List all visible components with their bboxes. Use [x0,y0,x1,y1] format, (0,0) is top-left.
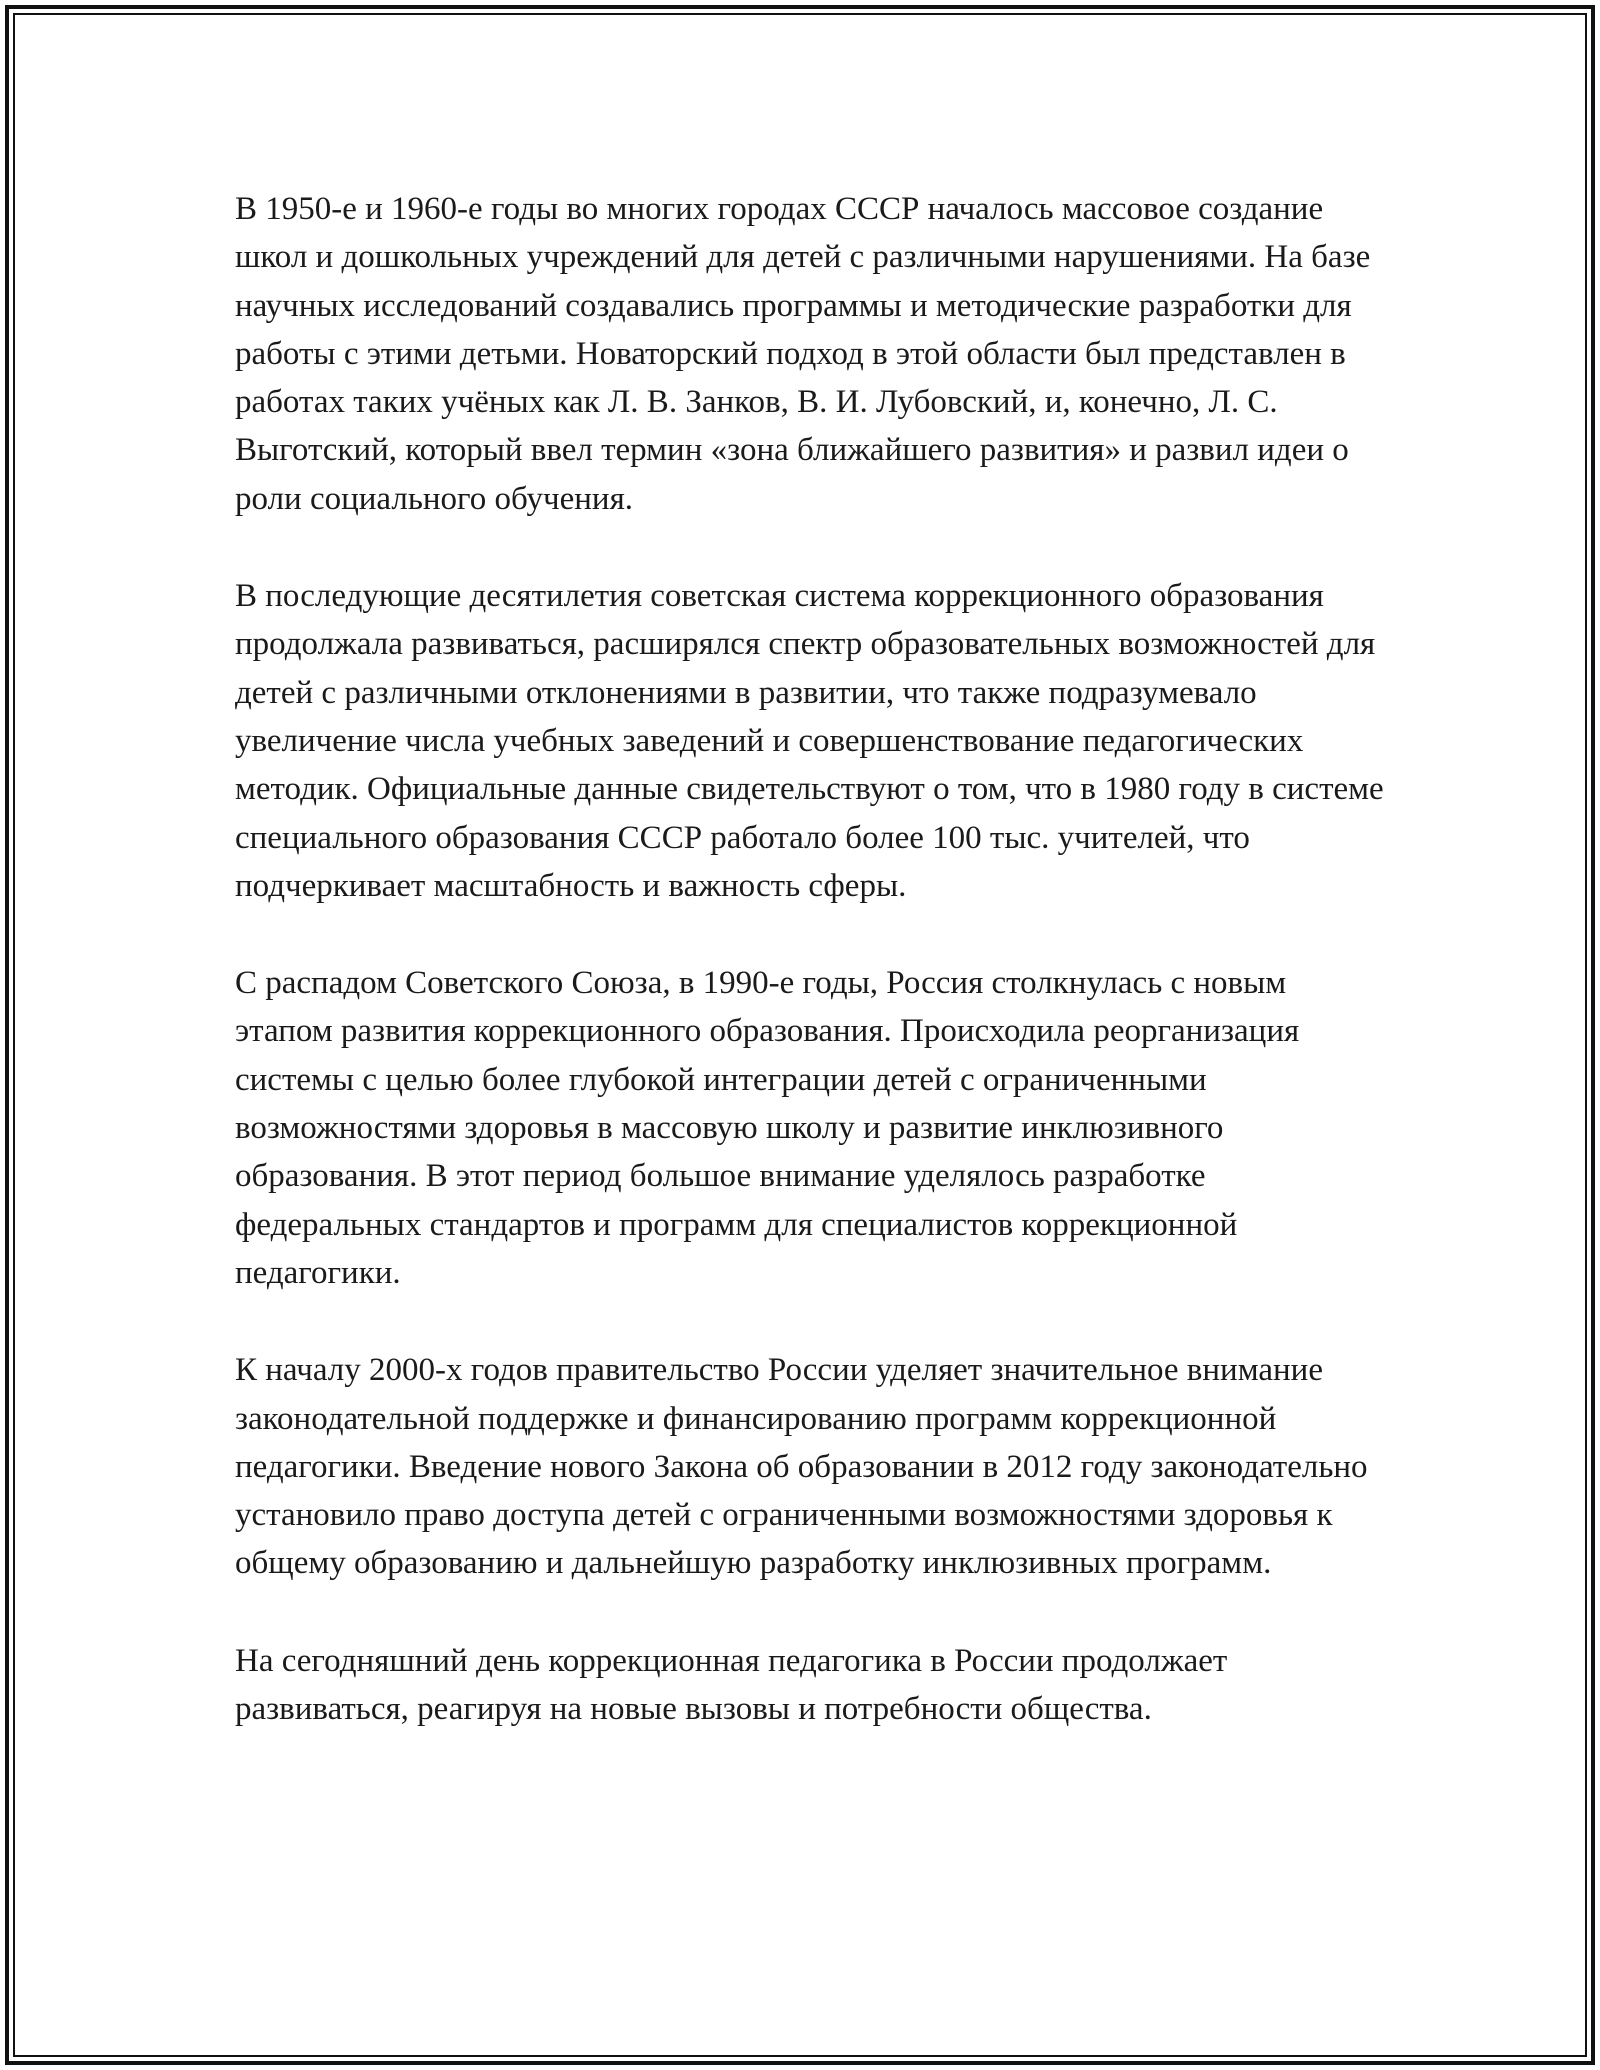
paragraph-1: В 1950-е и 1960-е годы во многих городах СССР началось массовое создание школ и дошкольных учреждений для детей с различными нарушениями. На базе научных исследований создавались программы и методические разработки для работы с этими детьми. Новаторский подход в этой области был представлен в работах таких учёных как Л. В. Занков, В. И. Лубовский, и, конечно, Л. С. Выготский, который ввел термин «зона ближайшего развития» и развил идеи о роли социального обучения. [235,191,1371,517]
paragraph-2: В последующие десятилетия советская система коррекционного образования продолжала развиваться, расширялся спектр образовательных возможностей для детей с различными отклонениями в развитии, что также подразумевало увеличение числа учебных заведений и совершенствование педагогических методик. Официальные данные свидетельствуют о том, что в 1980 году в системе специального образования СССР работало более 100 тыс. учителей, что подчеркивает масштабность и важность сферы. [235,578,1384,904]
paragraph-4: К началу 2000-х годов правительство России уделяет значительное внимание законодательной поддержке и финансированию программ коррекционной педагогики. Введение нового Закона об образовании в 2012 году законодательно установило право доступа детей с ограниченными возможностями здоровья к общему образованию и дальнейшую разработку инклюзивных программ. [235,1352,1368,1582]
paragraph-3: С распадом Советского Союза, в 1990-е годы, Россия столкнулась с новым этапом развития коррекционного образования. Происходила реорганизация системы с целью более глубокой интеграции детей с ограниченными возможностями здоровья в массовую школу и развитие инклюзивного образования. В этот период большое внимание уделялось разработке федеральных стандартов и программ для специалистов коррекционной педагогики. [235,965,1300,1291]
paragraph-5: На сегодняшний день коррекционная педагогика в России продолжает развиваться, реагируя на новые вызовы и потребности общества. [235,1642,1228,1728]
document-body [235,185,1385,1733]
